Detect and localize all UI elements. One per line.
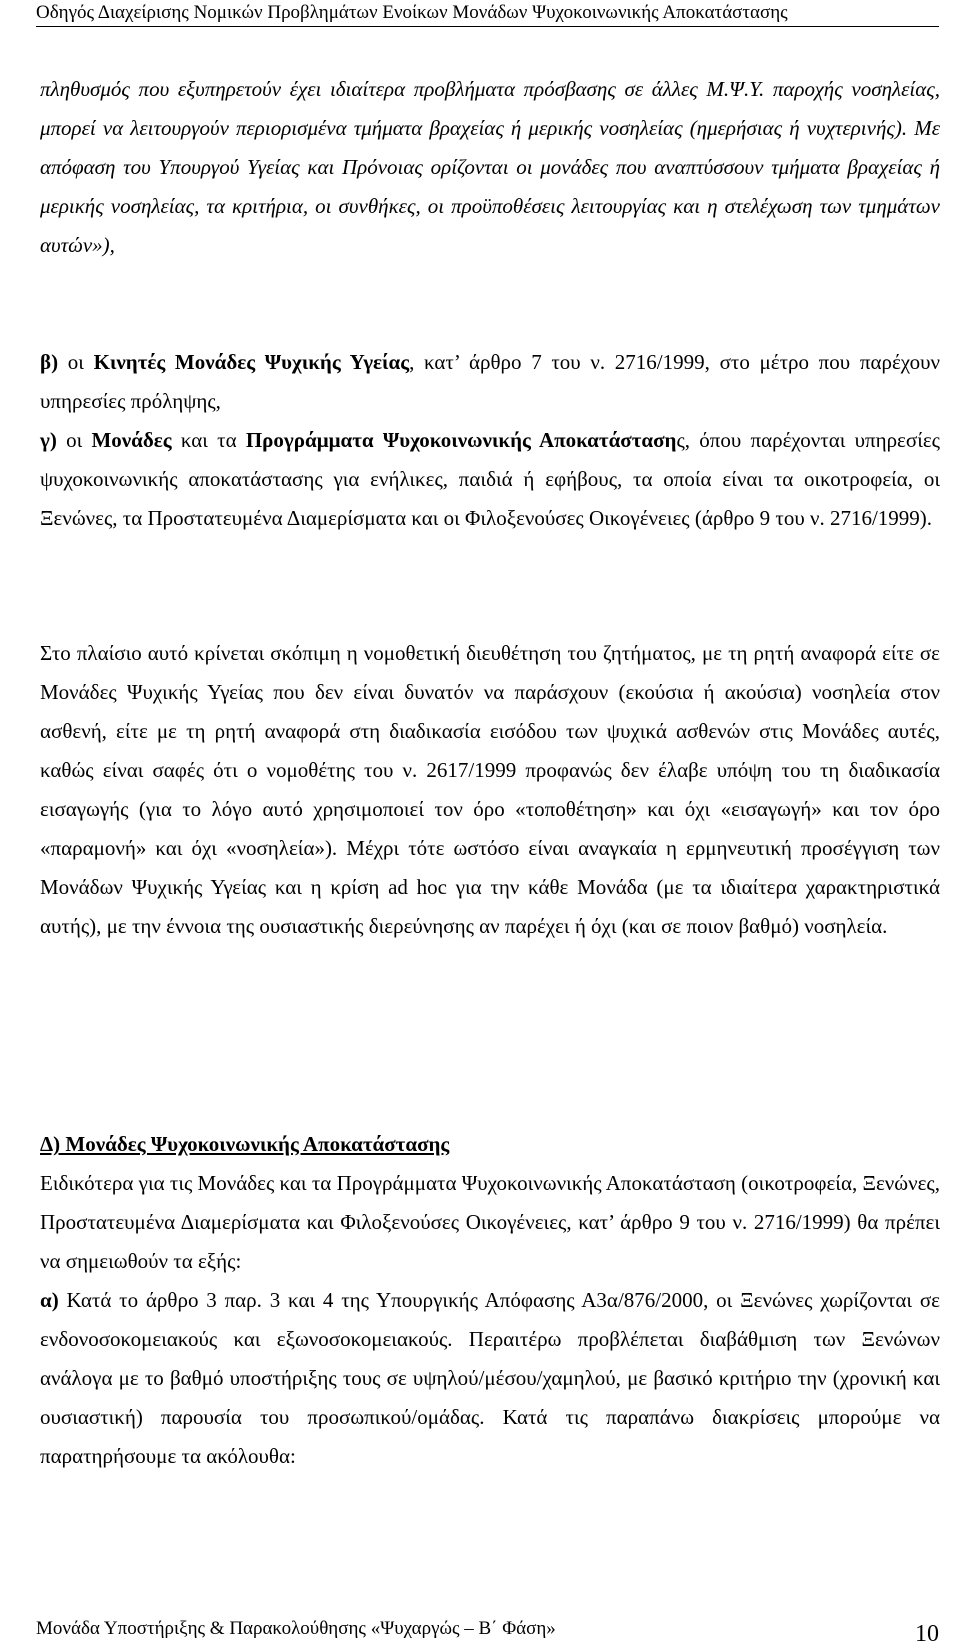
paragraph-section-intro: Ειδικότερα για τις Μονάδες και τα Προγράμματα Ψυχοκοινωνικής Αποκατάσταση (οικοτροφεία, Ξενώνες, Προστατευμένα Διαμερίσματα και Φιλοξενούσες Οικογένειες, κατ’ άρθρο 9 του ν. 2716/1999) θα πρέπει να σημειωθούν τα εξής: <box>40 1171 940 1273</box>
item-marker-b: β) <box>40 350 59 374</box>
item-b-bold: Κινητές Μονάδες Ψυχικής Υγείας <box>93 350 410 374</box>
paragraph-legislation-text: Στο πλαίσιο αυτό κρίνεται σκόπιμη η νομοθετική διευθέτηση του ζητήματος, με τη ρητή αναφορά είτε σε Μονάδες Ψυχικής Υγείας που δεν είναι δυνατόν να παράσχουν (εκούσια ή ακούσια) νοσηλεία στον ασθενή, είτε με τη ρητή αναφορά στη διαδικασία εισόδου των ψυχικά ασθενών στις Μονάδες αυτές, καθώς είναι σαφές ότι ο νομοθέτης του ν. 2617/1999 προφανώς δεν έλαβε υπόψη του τη διαδικασία εισαγωγής (για το λόγο αυτό χρησιμοποιεί τον όρο «τοποθέτηση» και όχι «εισαγωγή» και τον όρο «παραμονή» και όχι «νοσηλεία»). Μέχρι τότε ωστόσο είναι αναγκαία η ερμηνευτική προσέγγιση των Μονάδων Ψυχικής Υγείας και η κρίση ad hoc για την κάθε Μονάδα (με τα ιδιαίτερα χαρακτηριστικά αυτής), με την έννοια της ουσιαστικής διερεύνησης αν παρέχει ή όχι (και σε ποιον βαθμό) νοσηλεία. <box>40 641 940 938</box>
paragraph-item-a <box>40 1281 940 1476</box>
item-c-text: ς, όπου παρέχονται υπηρεσίες ψυχοκοινωνικής αποκατάστασης για ενήλικες, παιδιά ή εφήβους, τα οποία είναι τα οικοτροφεία, οι Ξενώνες, τα Προστατευμένα Διαμερίσματα και οι Φιλοξενούσες Οικογένειες (άρθρο 9 του ν. 2716/1999). <box>40 428 940 530</box>
item-a-text: Κατά το άρθρο 3 παρ. 3 και 4 της Υπουργικής Απόφασης Α3α/876/2000, οι Ξενώνες χωρίζονται σε ενδονοσοκομειακούς και εξωνοσοκομειακούς. Περαιτέρω προβλέπεται διαβάθμιση των Ξενώνων ανάλογα με το βαθμό υποστήριξης τους σε υψηλού/μέσου/χαμηλού, με βασικό κριτήριο την (χρονική και ουσιαστική) παρουσία του προσωπικού/ομάδας. Κατά τις παραπάνω διακρίσεις μπορούμε να παρατηρήσουμε τα ακόλουθα: <box>40 1288 940 1468</box>
item-c-mid: και τα <box>171 428 246 452</box>
item-c-pre: οι <box>56 428 92 452</box>
paragraph-item-c <box>40 421 940 538</box>
item-marker-c: γ) <box>40 428 57 452</box>
page-number: 10 <box>915 1621 939 1647</box>
paragraph-continuation: πληθυσμός που εξυπηρετούν έχει ιδιαίτερα προβλήματα πρόσβασης σε άλλες Μ.Ψ.Υ. παροχής νοσηλείας, μπορεί να λειτουργούν περιορισμένα τμήματα βραχείας ή μερικής νοσηλείας (ημερήσιας ή νυχτερινής). Με απόφαση του Υπουργού Υγείας και Πρόνοιας ορίζονται οι μονάδες που αναπτύσσουν τμήματα βραχείας ή μερικής νοσηλείας, τα κριτήρια, οι συνθήκες, οι προϋποθέσεις λειτουργίας και η στελέχωση των τμημάτων αυτών»), <box>40 77 940 257</box>
page-footer <box>36 1606 939 1647</box>
running-header <box>36 0 939 27</box>
item-marker-a: α) <box>40 1288 59 1312</box>
header-title: Οδηγός Διαχείρισης Νομικών Προβλημάτων Ενοίκων Μονάδων Ψυχοκοινωνικής Αποκατάστασης <box>36 2 788 23</box>
paragraph-legislation <box>40 634 940 946</box>
section-heading: Δ) Μονάδες Ψυχοκοινωνικής Αποκατάστασης <box>40 1132 450 1156</box>
item-c-bold-2: Προγράμματα Ψυχοκοινωνικής Αποκατάσταση <box>245 428 677 452</box>
item-b-pre: οι <box>58 350 94 374</box>
footer-text: Μονάδα Υποστήριξης & Παρακολούθησης «Ψυχαργώς – Β΄ Φάση» <box>36 1618 556 1639</box>
item-c-bold-1: Μονάδες <box>91 428 172 452</box>
item-b-text: , κατ’ άρθρο 7 του ν. 2716/1999, στο μέτρο που παρέχουν υπηρεσίες πρόληψης, <box>40 350 941 413</box>
paragraph-item-b <box>40 343 940 421</box>
